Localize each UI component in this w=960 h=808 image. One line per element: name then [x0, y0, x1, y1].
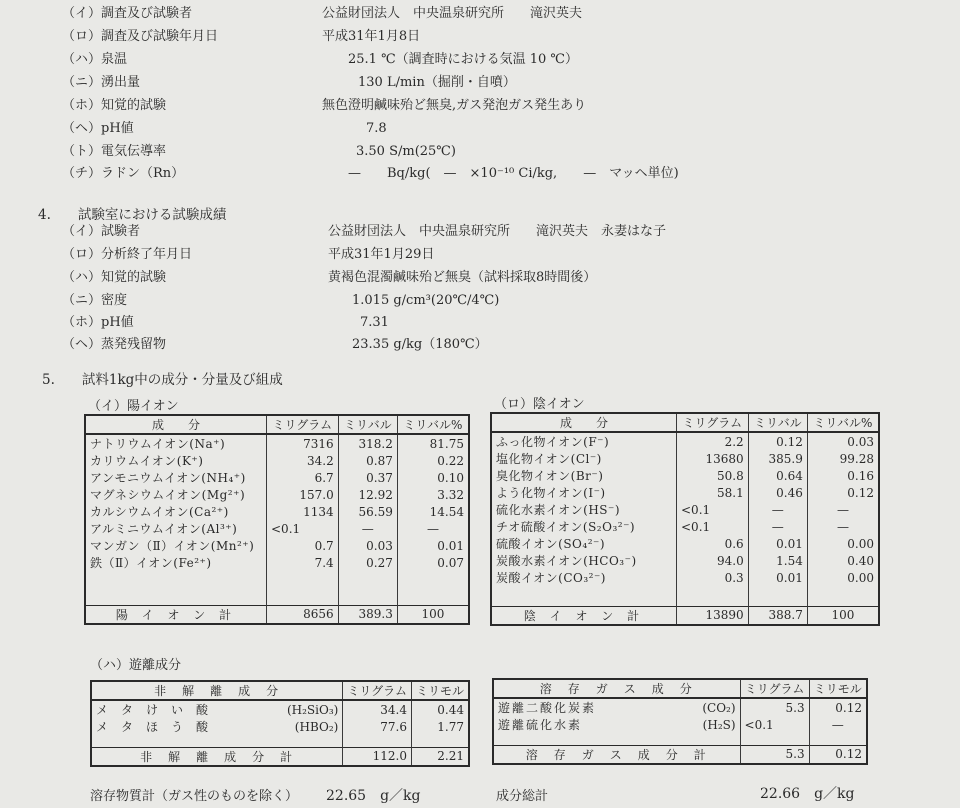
cell: (H₂SiO₃)	[260, 700, 343, 718]
grand-total-value: 22.66 g／kg	[760, 786, 855, 802]
undissociated-header-row	[91, 681, 469, 700]
cell: 99.28	[807, 450, 879, 467]
undissociated-total-mmol: 2.21	[411, 747, 469, 766]
lab-value-1: 公益財団法人 中央温泉研究所 滝沢英夫 永妻はな子	[328, 224, 667, 239]
table-row	[85, 469, 469, 486]
gas-col-mg: ミリグラム	[740, 679, 809, 698]
cell: 77.6	[343, 718, 412, 735]
table-row	[493, 698, 867, 716]
cell: 0.22	[397, 452, 469, 469]
cell: 1134	[267, 503, 339, 520]
survey-value-7: 3.50 S/m(25℃)	[356, 144, 456, 159]
anion-table	[490, 412, 880, 626]
dissolved-total-value: 22.65 g／kg	[326, 788, 421, 804]
cell: チオ硫酸イオン(S₂O₃²⁻)	[491, 518, 677, 535]
cell: 0.10	[397, 469, 469, 486]
cell: 94.0	[677, 552, 749, 569]
cell: 0.12	[809, 698, 867, 716]
table-row	[85, 537, 469, 554]
cell: 0.01	[748, 569, 807, 586]
table-row	[491, 569, 879, 586]
survey-label-2: （ロ）調査及び試験年月日	[62, 29, 219, 44]
anions-title: （ロ）陰イオン	[494, 397, 585, 412]
cell: 157.0	[267, 486, 339, 503]
table-row	[85, 554, 469, 571]
cell: メ タ ほ う 酸	[91, 718, 260, 735]
anion-total-mg: 13890	[677, 606, 749, 625]
table-row	[491, 467, 879, 484]
cations-title: （イ）陽イオン	[88, 399, 179, 414]
gas-col-component: 溶 存 ガ ス 成 分	[493, 679, 740, 698]
anion-col-component: 成 分	[491, 413, 677, 432]
table-row	[491, 450, 879, 467]
cell: —	[807, 501, 879, 518]
survey-label-8: （チ）ラドン（Rn）	[62, 166, 185, 181]
cell: 0.6	[677, 535, 749, 552]
cell: (H₂S)	[671, 716, 740, 733]
table-row	[85, 452, 469, 469]
dissolved-total-label: 溶存物質計（ガス性のものを除く）	[90, 789, 299, 804]
gas-table	[492, 678, 868, 765]
undissociated-col-mmol: ミリモル	[411, 681, 469, 700]
undissociated-title: （ハ）遊離成分	[90, 658, 182, 673]
cell: 硫酸イオン(SO₄²⁻)	[491, 535, 677, 552]
gas-total-mmol: 0.12	[809, 745, 867, 764]
gas-total-label: 溶 存 ガ ス 成 分 計	[493, 745, 740, 764]
cell: 0.12	[748, 432, 807, 450]
cell: 0.44	[411, 700, 469, 718]
cation-total-row	[85, 605, 469, 624]
cell: 0.40	[807, 552, 879, 569]
lab-value-3: 黄褐色混濁鹹味殆ど無臭（試料採取8時間後）	[328, 270, 597, 285]
cell: 遊離硫化水素	[493, 716, 671, 733]
cell: 0.07	[397, 554, 469, 571]
undissociated-col-component: 非 解 離 成 分	[91, 681, 343, 700]
cell: (CO₂)	[671, 698, 740, 716]
survey-label-4: （ニ）湧出量	[62, 75, 141, 90]
cell: 1.77	[411, 718, 469, 735]
table-row	[491, 535, 879, 552]
spacer-row	[491, 586, 879, 606]
cell: マンガン（Ⅱ）イオン(Mn²⁺)	[85, 537, 267, 554]
lab-label-5: （ホ）pH値	[62, 315, 134, 330]
lab-label-2: （ロ）分析終了年月日	[62, 247, 193, 262]
cell: マグネシウムイオン(Mg²⁺)	[85, 486, 267, 503]
survey-label-1: （イ）調査及び試験者	[62, 6, 193, 21]
gas-total-row	[493, 745, 867, 764]
cation-table	[84, 414, 470, 625]
cell: 遊離二酸化炭素	[493, 698, 671, 716]
spacer-row	[493, 733, 867, 745]
survey-value-5: 無色澄明鹹味殆ど無臭,ガス発泡ガス発生あり	[322, 98, 587, 113]
cell: 12.92	[338, 486, 397, 503]
cell: 1.54	[748, 552, 807, 569]
anion-header-row	[491, 413, 879, 432]
cell: —	[748, 518, 807, 535]
survey-label-3: （ハ）泉温	[62, 52, 128, 67]
cell: 0.3	[677, 569, 749, 586]
cation-header-row	[85, 415, 469, 434]
cell: 硫化水素イオン(HS⁻)	[491, 501, 677, 518]
cell: (HBO₂)	[260, 718, 343, 735]
cell: 385.9	[748, 450, 807, 467]
lab-label-1: （イ）試験者	[62, 224, 141, 239]
gas-header-row	[493, 679, 867, 698]
survey-value-3: 25.1 ℃（調査時における気温 10 ℃）	[348, 52, 578, 67]
section-5-heading: 5. 試料1kg中の成分・分量及び組成	[42, 372, 283, 388]
table-row	[85, 486, 469, 503]
cell: 13680	[677, 450, 749, 467]
cation-total-label: 陽 イ オ ン 計	[85, 605, 267, 624]
cell: 318.2	[338, 434, 397, 452]
survey-label-6: （ヘ）pH値	[62, 121, 134, 136]
spacer-row	[85, 571, 469, 605]
cell: 0.12	[807, 484, 879, 501]
lab-label-4: （ニ）密度	[62, 293, 128, 308]
cell: 0.00	[807, 535, 879, 552]
cell: 58.1	[677, 484, 749, 501]
cell: よう化物イオン(I⁻)	[491, 484, 677, 501]
anion-total-mval: 388.7	[748, 606, 807, 625]
table-row	[85, 434, 469, 452]
anion-col-mval: ミリバル	[748, 413, 807, 432]
cell: 0.46	[748, 484, 807, 501]
undissociated-col-mg: ミリグラム	[343, 681, 412, 700]
table-row	[91, 700, 469, 718]
anion-col-mg: ミリグラム	[677, 413, 749, 432]
cation-col-mvalpct: ミリバル%	[397, 415, 469, 434]
cell: アルミニウムイオン(Al³⁺)	[85, 520, 267, 537]
cell: 2.2	[677, 432, 749, 450]
lab-label-3: （ハ）知覚的試験	[62, 270, 167, 285]
table-row	[493, 716, 867, 733]
survey-value-4: 130 L/min（掘削・自噴）	[358, 75, 516, 90]
lab-value-6: 23.35 g/kg（180℃）	[352, 337, 488, 352]
undissociated-total-mg: 112.0	[343, 747, 412, 766]
undissociated-table	[90, 680, 470, 767]
lab-value-5: 7.31	[360, 315, 389, 330]
cell: ふっ化物イオン(F⁻)	[491, 432, 677, 450]
table-row	[85, 503, 469, 520]
cation-col-mg: ミリグラム	[267, 415, 339, 434]
cell: 56.59	[338, 503, 397, 520]
survey-value-6: 7.8	[366, 121, 387, 136]
cell: 臭化物イオン(Br⁻)	[491, 467, 677, 484]
cell: ナトリウムイオン(Na⁺)	[85, 434, 267, 452]
cell: メ タ け い 酸	[91, 700, 260, 718]
cell: —	[338, 520, 397, 537]
cell: 鉄（Ⅱ）イオン(Fe²⁺)	[85, 554, 267, 571]
cell: 5.3	[740, 698, 809, 716]
cell: <0.1	[677, 518, 749, 535]
cell: —	[807, 518, 879, 535]
cell: 0.87	[338, 452, 397, 469]
cell: 6.7	[267, 469, 339, 486]
table-row	[491, 501, 879, 518]
cell: 塩化物イオン(Cl⁻)	[491, 450, 677, 467]
cell: 34.2	[267, 452, 339, 469]
gas-total-mg: 5.3	[740, 745, 809, 764]
survey-value-2: 平成31年1月8日	[322, 29, 421, 44]
anion-col-mvalpct: ミリバル%	[807, 413, 879, 432]
cell: 7.4	[267, 554, 339, 571]
cell: 0.01	[748, 535, 807, 552]
cell: アンモニウムイオン(NH₄⁺)	[85, 469, 267, 486]
cell: —	[748, 501, 807, 518]
cell: —	[809, 716, 867, 733]
cell: 0.64	[748, 467, 807, 484]
table-row	[491, 484, 879, 501]
cell: 0.37	[338, 469, 397, 486]
cation-col-mval: ミリバル	[338, 415, 397, 434]
anion-total-row	[491, 606, 879, 625]
survey-label-7: （ト）電気伝導率	[62, 144, 167, 159]
cation-col-component: 成 分	[85, 415, 267, 434]
cell: <0.1	[740, 716, 809, 733]
cell: 0.01	[397, 537, 469, 554]
lab-label-6: （ヘ）蒸発残留物	[62, 337, 167, 352]
table-row	[491, 552, 879, 569]
cell: 50.8	[677, 467, 749, 484]
cell: —	[397, 520, 469, 537]
cell: 34.4	[343, 700, 412, 718]
survey-value-8: — Bq/kg( — ×10⁻¹⁰ Ci/kg, — マッヘ単位)	[348, 166, 679, 181]
cation-total-mval: 389.3	[338, 605, 397, 624]
cell: 0.03	[338, 537, 397, 554]
cation-total-mg: 8656	[267, 605, 339, 624]
cell: 炭酸水素イオン(HCO₃⁻)	[491, 552, 677, 569]
table-row	[85, 520, 469, 537]
cell: 0.00	[807, 569, 879, 586]
survey-label-5: （ホ）知覚的試験	[62, 98, 167, 113]
cell: 14.54	[397, 503, 469, 520]
cell: 炭酸イオン(CO₃²⁻)	[491, 569, 677, 586]
table-row	[491, 518, 879, 535]
table-row	[91, 718, 469, 735]
anion-total-label: 陰 イ オ ン 計	[491, 606, 677, 625]
anion-total-pct: 100	[807, 606, 879, 625]
undissociated-total-label: 非 解 離 成 分 計	[91, 747, 343, 766]
cell: 81.75	[397, 434, 469, 452]
grand-total-label: 成分総計	[496, 789, 549, 804]
cell: 0.27	[338, 554, 397, 571]
undissociated-total-row	[91, 747, 469, 766]
spacer-row	[91, 735, 469, 747]
cell: <0.1	[267, 520, 339, 537]
cell: 7316	[267, 434, 339, 452]
gas-col-mmol: ミリモル	[809, 679, 867, 698]
cell: カリウムイオン(K⁺)	[85, 452, 267, 469]
lab-value-4: 1.015 g/cm³(20℃/4℃)	[352, 293, 500, 308]
cell: <0.1	[677, 501, 749, 518]
section-4-heading: 4. 試験室における試験成績	[38, 207, 227, 223]
cation-total-pct: 100	[397, 605, 469, 624]
cell: 0.16	[807, 467, 879, 484]
cell: 0.03	[807, 432, 879, 450]
table-row	[491, 432, 879, 450]
cell: カルシウムイオン(Ca²⁺)	[85, 503, 267, 520]
survey-value-1: 公益財団法人 中央温泉研究所 滝沢英夫	[322, 6, 583, 21]
lab-value-2: 平成31年1月29日	[328, 247, 435, 262]
cell: 3.32	[397, 486, 469, 503]
cell: 0.7	[267, 537, 339, 554]
